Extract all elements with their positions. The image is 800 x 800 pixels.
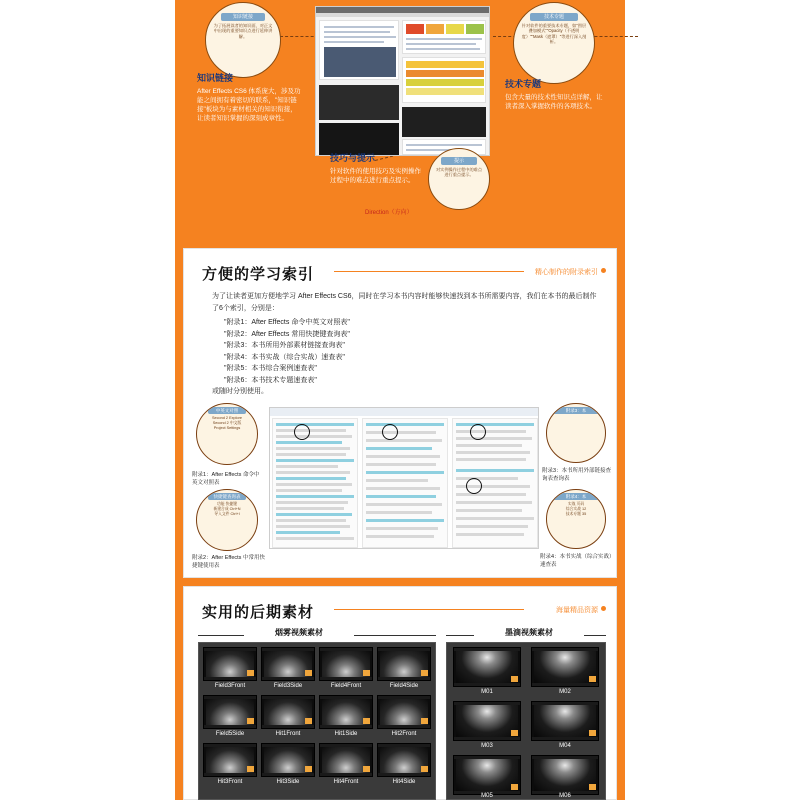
material-thumb[interactable] (531, 755, 599, 795)
caption-knowledge (197, 72, 302, 123)
material-caption: Hit3Side (276, 779, 300, 785)
caption-knowledge-title: 知识链接 (197, 73, 234, 83)
section2-title: 方便的学习索引 (202, 266, 315, 283)
material-caption: M06 (559, 793, 571, 799)
material-caption: M02 (559, 689, 571, 695)
bubble-knowledge (205, 2, 281, 78)
section2-dot (601, 268, 606, 273)
index-closing: 或随时分别使用。 (212, 388, 268, 395)
caption-tips (330, 152, 425, 185)
callout-cn-en-line3: Project Settings (213, 426, 241, 430)
section2-paragraph: 为了让读者更加方便地学习 After Effects CS6，同时在学习本书内容时能够快速找到本书所需要内容，我们在本书的最后制作了6个索引，分别是： (212, 293, 597, 312)
group-rule-smoke-r (354, 635, 436, 636)
material-thumb[interactable] (453, 755, 521, 795)
circle-marker-4 (466, 478, 482, 494)
material-thumb[interactable] (319, 647, 373, 681)
material-thumb[interactable] (261, 695, 315, 729)
index-list (212, 317, 594, 398)
caption-technique-title: 技术专题 (505, 79, 542, 89)
callout-appendix3-caption: 附录3：本书所用外部链接查询表查询表 (542, 468, 612, 482)
material-caption: Field4Side (389, 683, 419, 689)
bubble-knowledge-text: 为了拓展读者的知识面，对正文中出现的重要知识点进行延伸讲解。 (213, 23, 273, 39)
callout-appendix4-title: 附录4：本 (553, 493, 599, 500)
index-panel (183, 248, 617, 578)
material-caption: M04 (559, 743, 571, 749)
caption-technique-text: 包含大量的技术性知识点详解，让读者深入掌握软件的各项技术。 (505, 94, 603, 110)
screenshot-preview-1 (319, 85, 399, 120)
circle-marker-1 (294, 424, 310, 440)
section3-dot (601, 606, 606, 611)
material-thumb[interactable] (203, 647, 257, 681)
material-thumb[interactable] (377, 743, 431, 777)
index-screenshot-montage (269, 407, 539, 549)
circle-marker-2 (382, 424, 398, 440)
smoke-material-grid (198, 642, 436, 800)
material-thumb[interactable] (531, 647, 599, 687)
material-caption: Hit4Front (333, 779, 359, 785)
screenshot-preview-3 (319, 123, 399, 155)
material-thumb[interactable] (531, 701, 599, 741)
montage-col-1 (272, 418, 358, 548)
section-materials (175, 586, 625, 800)
bubble-tips-title: 提示 (441, 157, 477, 165)
caption-technique (505, 78, 605, 111)
section2-rule (334, 271, 524, 272)
montage-col-3 (452, 418, 538, 548)
ink-material-grid (446, 642, 606, 800)
material-caption: Field3Side (273, 683, 303, 689)
caption-tips-title: 技巧与提示 (330, 153, 376, 163)
bubble-technique-text: 针对软件的重要技术专题，如"图层叠加模式""Opacity（不透明度）""Mask（遮罩）"等进行深入剖析。 (521, 23, 587, 45)
material-caption: M01 (481, 689, 493, 695)
group-label-smoke: 烟雾视频素材 (275, 628, 323, 637)
material-caption: Hit4Side (392, 779, 416, 785)
section3-rule (334, 609, 524, 610)
screenshot-right-col-top (402, 20, 486, 54)
callout-shortcut-line1: 功能 快捷键 (216, 502, 238, 506)
montage-col-2 (362, 418, 448, 548)
callout-shortcut-title: 快捷键查询表 (208, 493, 246, 500)
tip-footer-label: Direction（方向） (365, 210, 413, 216)
callout-shortcut-table (196, 489, 258, 551)
group-rule-smoke-l (198, 635, 244, 636)
callout-cn-en-line1: Second 2 Explore (212, 416, 242, 420)
callout-shortcut-line2: 新建合成 Ctrl+N (213, 507, 241, 511)
material-thumb[interactable] (203, 695, 257, 729)
materials-panel (183, 586, 617, 800)
montage-header (270, 408, 538, 416)
callout-appendix4 (546, 489, 606, 549)
circle-marker-3 (470, 424, 486, 440)
material-caption: Field4Front (330, 683, 362, 689)
index-item-2: "附录2：After Effects 常用快捷键查询表" (224, 330, 350, 338)
bubble-technique (513, 2, 595, 84)
caption-knowledge-text: After Effects CS6 体系庞大，涉及功能之间拥有着密切的联系，"知识链接"板块为与素材相关的知识衔接，让读者知识掌握的深刻成章性。 (197, 88, 301, 122)
material-thumb[interactable] (261, 743, 315, 777)
caption-tips-text: 针对软件的使用技巧及实例操作过程中的难点进行重点提示。 (330, 168, 421, 184)
section-feature-map (175, 0, 625, 232)
material-thumb[interactable] (453, 701, 521, 741)
group-label-ink: 墨滴视频素材 (505, 628, 553, 637)
material-caption: Field3Front (214, 683, 246, 689)
material-caption: M05 (481, 793, 493, 799)
material-thumb[interactable] (319, 695, 373, 729)
index-item-3: "附录3：本书所用外部素材链接查询表" (224, 342, 345, 349)
section3-title: 实用的后期素材 (202, 604, 315, 621)
callout-appendix4-line3: 技术专题 35 (565, 512, 587, 516)
callout-cn-en-title: 中英文对照 (208, 407, 246, 414)
callout-appendix4-caption: 附录4：本书实战（综合实战）速查表 (540, 554, 615, 568)
callout-cn-en-table (196, 403, 258, 465)
material-caption: Field5Side (215, 731, 245, 737)
callout-cn-en-line2: Second 2 中文版 (212, 421, 242, 425)
screenshot-body (316, 17, 489, 155)
bubble-technique-title: 技术专题 (530, 13, 578, 21)
index-item-1: "附录1：After Effects 命令中英文对照表" (224, 319, 350, 326)
bubble-tips (428, 148, 490, 210)
material-thumb[interactable] (319, 743, 373, 777)
material-thumb[interactable] (203, 743, 257, 777)
callout-appendix4-line2: 综合实战 12 (565, 507, 587, 511)
material-thumb[interactable] (377, 647, 431, 681)
screenshot-left-col (319, 20, 399, 80)
group-rule-ink-r (584, 635, 606, 636)
section3-subtitle: 海量精品资源 (556, 607, 598, 614)
callout-appendix3-title: 附录3：本 (553, 407, 599, 414)
book-page-screenshot (315, 6, 490, 156)
material-thumb[interactable] (377, 695, 431, 729)
callout-shortcut-line3: 导入文件 Ctrl+I (214, 512, 240, 516)
material-thumb[interactable] (453, 647, 521, 687)
callout-appendix4-line1: 实战 页码 (567, 502, 585, 506)
bubble-tips-text: 对实例操作过程中的难点进行重点提示。 (435, 167, 483, 178)
material-caption: Hit2Front (391, 731, 417, 737)
screenshot-right-col-mid (402, 57, 486, 103)
material-caption: Hit1Front (275, 731, 301, 737)
group-rule-ink-l (446, 635, 474, 636)
material-caption: Hit3Front (217, 779, 243, 785)
material-caption: Hit1Side (334, 731, 358, 737)
screenshot-preview-2 (402, 107, 486, 137)
bubble-knowledge-title: 知识链接 (221, 13, 265, 21)
index-item-4: "附录4：本书实战（综合实战）速查表" (224, 353, 345, 361)
section-learning-index (175, 248, 625, 578)
material-caption: M03 (481, 743, 493, 749)
index-item-5: "附录5：本书综合案例速查表" (224, 365, 317, 372)
callout-appendix3 (546, 403, 606, 463)
section2-subtitle: 精心制作的附录索引 (535, 269, 598, 276)
material-thumb[interactable] (261, 647, 315, 681)
index-item-6: "附录6：本书技术专题速查表" (224, 376, 317, 384)
callout-cn-en-caption: 附录1：After Effects 命令中英文对照表 (192, 472, 260, 486)
callout-shortcut-caption: 附录2：After Effects 中常用快捷键使用表 (192, 555, 265, 569)
